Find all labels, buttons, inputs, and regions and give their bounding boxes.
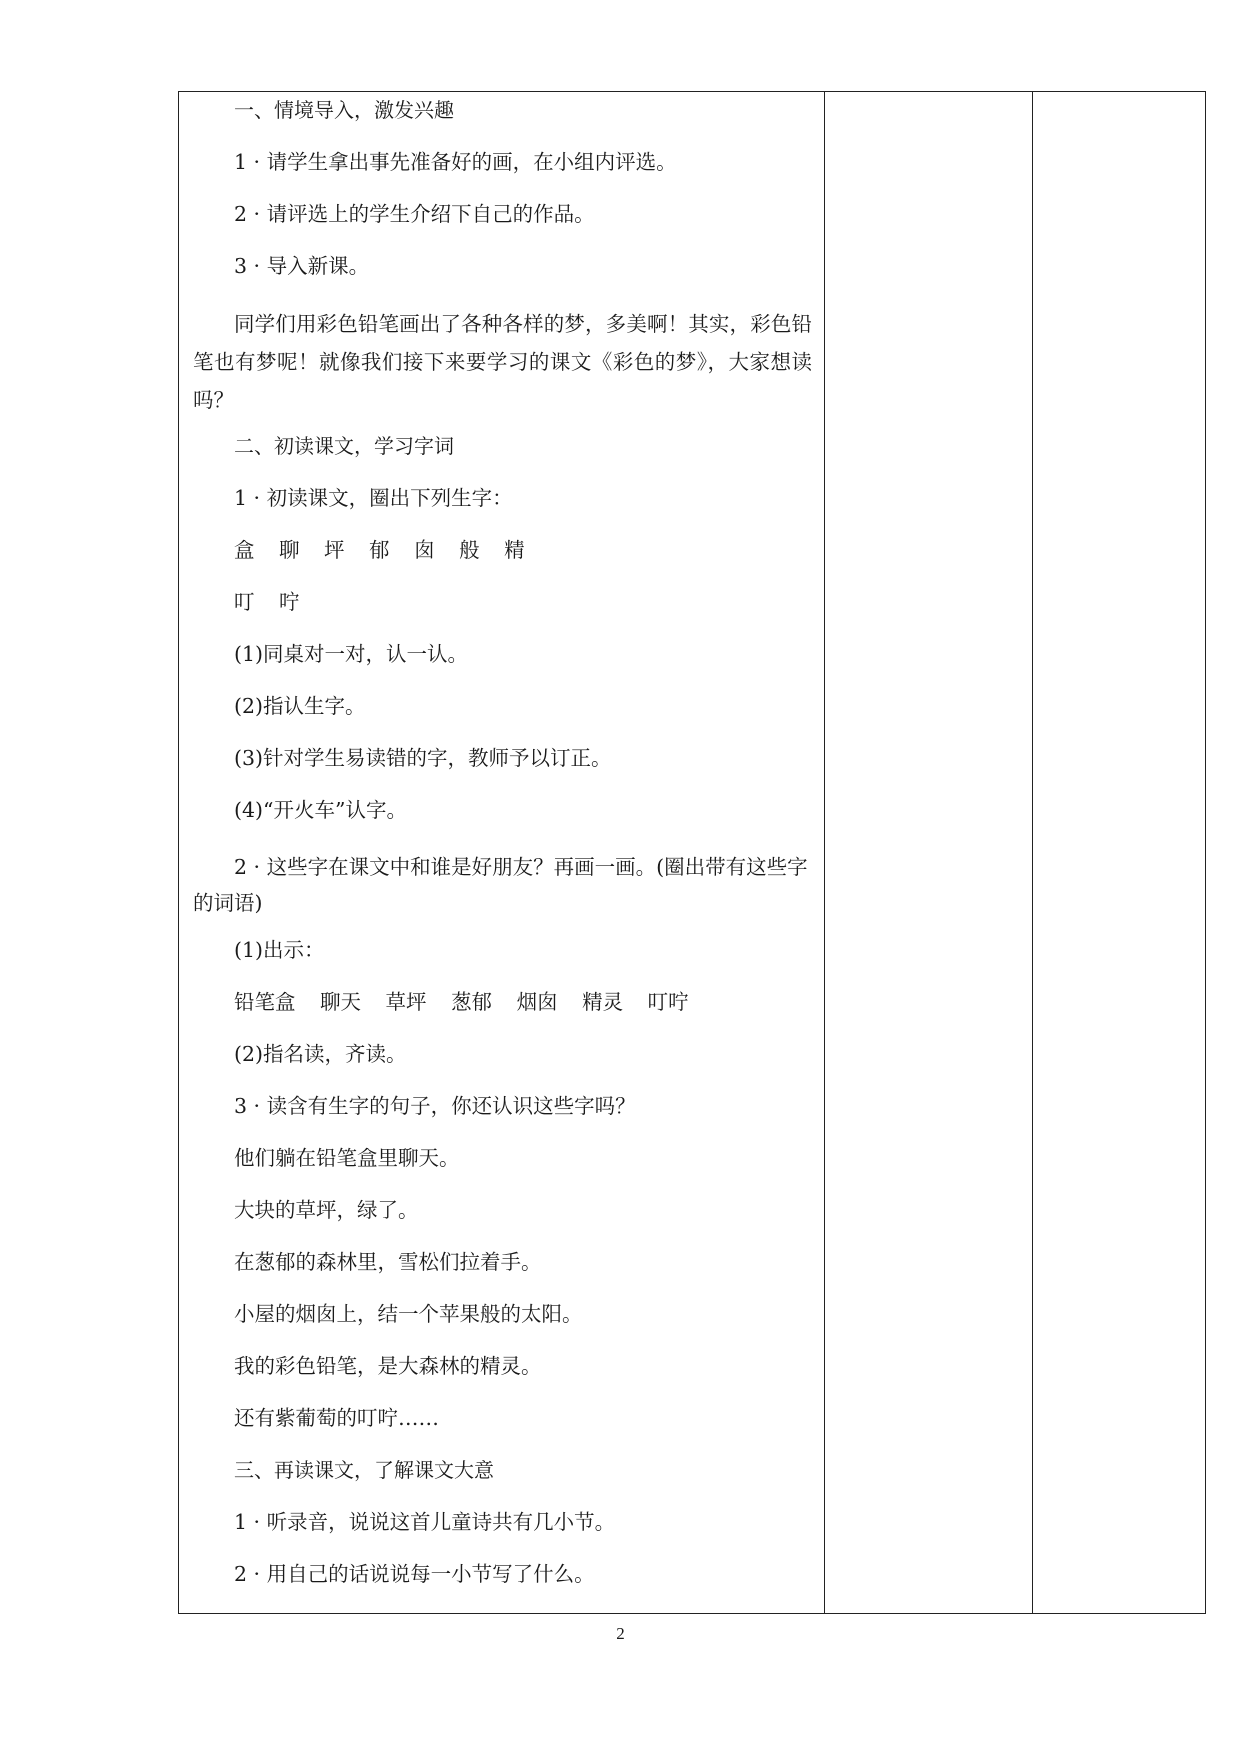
lesson-paragraph: 3 · 导入新课。 [234,254,370,278]
lesson-paragraph: (2)指名读，齐读。 [234,1042,407,1066]
lesson-paragraph: (1)同桌对一对，认一认。 [234,642,469,666]
lesson-paragraph: (4)“开火车”认字。 [234,798,407,822]
lesson-paragraph: 我的彩色铅笔，是大森林的精灵。 [234,1354,542,1378]
lesson-paragraph: (3)针对学生易读错的字，教师予以订正。 [234,746,612,770]
lesson-paragraph: 1 · 请学生拿出事先准备好的画，在小组内评选。 [234,150,677,174]
lesson-paragraph: 在葱郁的森林里，雪松们拉着手。 [234,1250,542,1274]
lesson-paragraph: 2 · 这些字在课文中和谁是好朋友？再画一画。(圈出带有这些字的词语) [193,855,808,915]
lesson-paragraph: 2 · 用自己的话说说每一小节写了什么。 [234,1562,595,1586]
lesson-paragraph: 还有紫葡萄的叮咛…… [234,1406,439,1430]
lesson-paragraph: 盒 聊 坪 郁 囱 般 精 [234,538,525,562]
teaching-process-cell [179,92,825,1614]
section-heading: 三、再读课文，了解课文大意 [234,1458,494,1482]
lesson-paragraph: 大块的草坪，绿了。 [234,1198,419,1222]
lesson-paragraph: 他们躺在铅笔盒里聊天。 [234,1146,460,1170]
page-number: 2 [616,1624,625,1643]
lesson-paragraph: 叮 咛 [234,590,300,614]
lesson-content [179,92,824,1587]
lesson-paragraph: 3 · 读含有生字的句子，你还认识这些字吗？ [234,1094,636,1118]
lesson-paragraph: 小屋的烟囱上，结一个苹果般的太阳。 [234,1302,583,1326]
table-row [179,92,1206,1614]
lesson-paragraph: 1 · 初读课文，圈出下列生字： [234,486,513,510]
lesson-plan-table [178,91,1206,1614]
lesson-paragraph: (1)出示： [234,938,325,962]
lesson-paragraph: (2)指认生字。 [234,694,366,718]
lesson-paragraph: 2 · 请评选上的学生介绍下自己的作品。 [234,202,595,226]
lesson-paragraph: 1 · 听录音，说说这首儿童诗共有几小节。 [234,1510,616,1534]
empty-column-cell [1033,92,1206,1614]
lesson-paragraph: 同学们用彩色铅笔画出了各种各样的梦，多美啊！其实，彩色铅笔也有梦呢！就像我们接下来要学习的课文《彩色的梦》，大家想读吗？ [193,312,812,412]
section-heading: 一、情境导入，激发兴趣 [234,98,454,122]
section-heading: 二、初读课文，学习字词 [234,434,454,458]
empty-column-cell [825,92,1033,1614]
lesson-paragraph: 铅笔盒 聊天 草坪 葱郁 烟囱 精灵 叮咛 [234,990,689,1014]
